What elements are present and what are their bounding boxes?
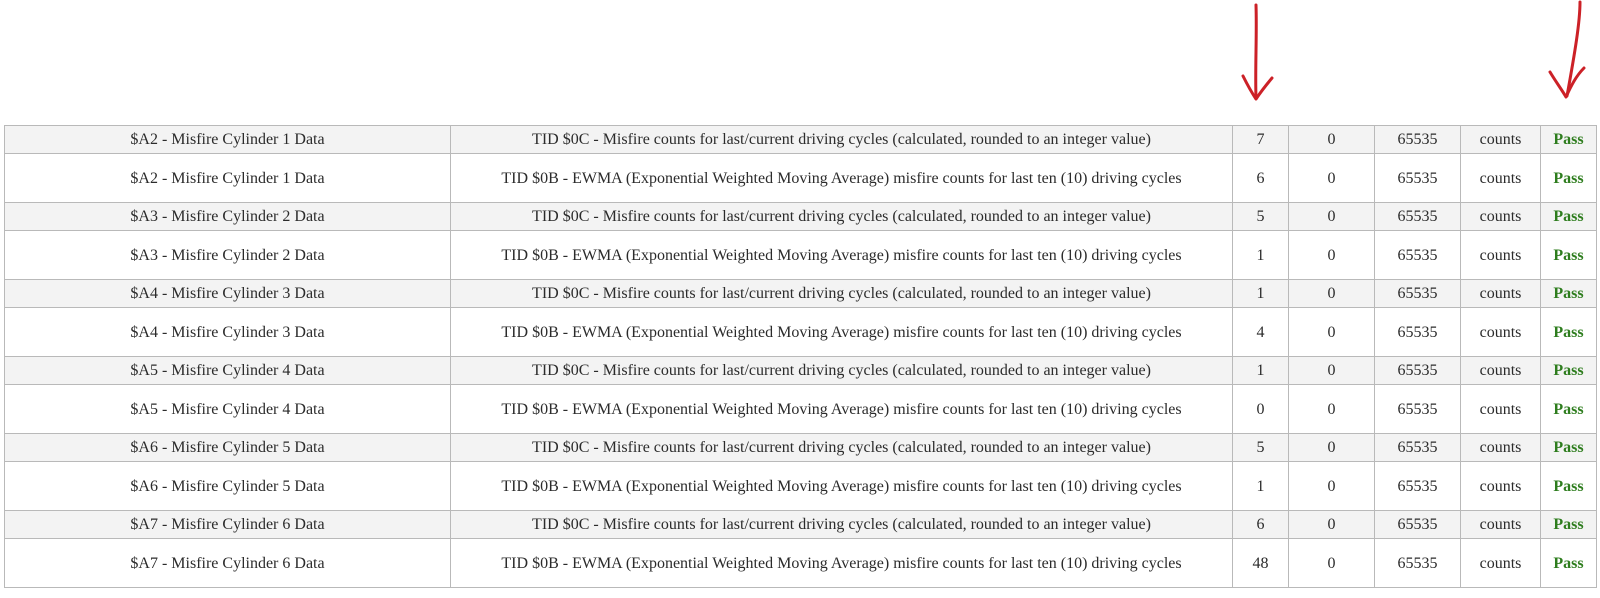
min-limit-cell: 0 <box>1289 357 1375 385</box>
result-status-cell: Pass <box>1541 357 1597 385</box>
table-row <box>5 308 1597 357</box>
max-limit-cell: 65535 <box>1375 357 1461 385</box>
test-value-cell: 1 <box>1233 357 1289 385</box>
table-row <box>5 126 1597 154</box>
test-value-cell: 1 <box>1233 462 1289 511</box>
test-value-cell: 1 <box>1233 231 1289 280</box>
monitor-id-cell: $A5 - Misfire Cylinder 4 Data <box>5 357 451 385</box>
result-status-cell: Pass <box>1541 308 1597 357</box>
monitor-id-cell: $A2 - Misfire Cylinder 1 Data <box>5 154 451 203</box>
table-row <box>5 280 1597 308</box>
test-value-cell: 5 <box>1233 203 1289 231</box>
max-limit-cell: 65535 <box>1375 231 1461 280</box>
table-row <box>5 154 1597 203</box>
min-limit-cell: 0 <box>1289 231 1375 280</box>
test-value-cell: 6 <box>1233 511 1289 539</box>
test-description-cell: TID $0C - Misfire counts for last/current driving cycles (calculated, rounded to an integer value) <box>451 280 1233 308</box>
unit-cell: counts <box>1461 539 1541 588</box>
monitor-id-cell: $A4 - Misfire Cylinder 3 Data <box>5 308 451 357</box>
unit-cell: counts <box>1461 280 1541 308</box>
table-row <box>5 434 1597 462</box>
test-description-cell: TID $0B - EWMA (Exponential Weighted Moving Average) misfire counts for last ten (10) driving cycles <box>451 462 1233 511</box>
test-description-cell: TID $0C - Misfire counts for last/current driving cycles (calculated, rounded to an integer value) <box>451 357 1233 385</box>
test-value-cell: 1 <box>1233 280 1289 308</box>
result-status-cell: Pass <box>1541 434 1597 462</box>
min-limit-cell: 0 <box>1289 462 1375 511</box>
min-limit-cell: 0 <box>1289 385 1375 434</box>
min-limit-cell: 0 <box>1289 539 1375 588</box>
monitor-id-cell: $A3 - Misfire Cylinder 2 Data <box>5 231 451 280</box>
unit-cell: counts <box>1461 154 1541 203</box>
max-limit-cell: 65535 <box>1375 126 1461 154</box>
test-value-cell: 4 <box>1233 308 1289 357</box>
test-value-cell: 0 <box>1233 385 1289 434</box>
result-status-cell: Pass <box>1541 231 1597 280</box>
test-description-cell: TID $0B - EWMA (Exponential Weighted Moving Average) misfire counts for last ten (10) driving cycles <box>451 154 1233 203</box>
result-status-cell: Pass <box>1541 154 1597 203</box>
monitor-id-cell: $A5 - Misfire Cylinder 4 Data <box>5 385 451 434</box>
unit-cell: counts <box>1461 231 1541 280</box>
max-limit-cell: 65535 <box>1375 385 1461 434</box>
test-description-cell: TID $0B - EWMA (Exponential Weighted Moving Average) misfire counts for last ten (10) driving cycles <box>451 385 1233 434</box>
max-limit-cell: 65535 <box>1375 462 1461 511</box>
min-limit-cell: 0 <box>1289 511 1375 539</box>
result-status-cell: Pass <box>1541 203 1597 231</box>
test-description-cell: TID $0B - EWMA (Exponential Weighted Moving Average) misfire counts for last ten (10) driving cycles <box>451 308 1233 357</box>
max-limit-cell: 65535 <box>1375 203 1461 231</box>
min-limit-cell: 0 <box>1289 434 1375 462</box>
result-status-cell: Pass <box>1541 539 1597 588</box>
unit-cell: counts <box>1461 511 1541 539</box>
table-row <box>5 203 1597 231</box>
monitor-id-cell: $A2 - Misfire Cylinder 1 Data <box>5 126 451 154</box>
table-row <box>5 231 1597 280</box>
result-status-cell: Pass <box>1541 462 1597 511</box>
min-limit-cell: 0 <box>1289 203 1375 231</box>
test-value-cell: 7 <box>1233 126 1289 154</box>
max-limit-cell: 65535 <box>1375 511 1461 539</box>
result-status-cell: Pass <box>1541 126 1597 154</box>
unit-cell: counts <box>1461 385 1541 434</box>
red-arrow <box>1243 5 1272 99</box>
result-status-cell: Pass <box>1541 511 1597 539</box>
test-value-cell: 48 <box>1233 539 1289 588</box>
test-description-cell: TID $0B - EWMA (Exponential Weighted Moving Average) misfire counts for last ten (10) driving cycles <box>451 539 1233 588</box>
unit-cell: counts <box>1461 308 1541 357</box>
unit-cell: counts <box>1461 357 1541 385</box>
monitor-id-cell: $A3 - Misfire Cylinder 2 Data <box>5 203 451 231</box>
result-status-cell: Pass <box>1541 280 1597 308</box>
annotation-arrows <box>0 0 1600 110</box>
min-limit-cell: 0 <box>1289 126 1375 154</box>
table-row <box>5 511 1597 539</box>
table-row <box>5 357 1597 385</box>
monitor-id-cell: $A7 - Misfire Cylinder 6 Data <box>5 511 451 539</box>
test-description-cell: TID $0C - Misfire counts for last/current driving cycles (calculated, rounded to an integer value) <box>451 511 1233 539</box>
monitor-id-cell: $A6 - Misfire Cylinder 5 Data <box>5 434 451 462</box>
monitor-id-cell: $A4 - Misfire Cylinder 3 Data <box>5 280 451 308</box>
test-description-cell: TID $0C - Misfire counts for last/current driving cycles (calculated, rounded to an integer value) <box>451 434 1233 462</box>
max-limit-cell: 65535 <box>1375 154 1461 203</box>
table-row <box>5 539 1597 588</box>
max-limit-cell: 65535 <box>1375 308 1461 357</box>
unit-cell: counts <box>1461 462 1541 511</box>
table-row <box>5 385 1597 434</box>
min-limit-cell: 0 <box>1289 308 1375 357</box>
red-arrow <box>1550 2 1584 97</box>
unit-cell: counts <box>1461 434 1541 462</box>
max-limit-cell: 65535 <box>1375 539 1461 588</box>
max-limit-cell: 65535 <box>1375 434 1461 462</box>
min-limit-cell: 0 <box>1289 154 1375 203</box>
unit-cell: counts <box>1461 126 1541 154</box>
max-limit-cell: 65535 <box>1375 280 1461 308</box>
result-status-cell: Pass <box>1541 385 1597 434</box>
misfire-monitor-results-table <box>4 125 1597 588</box>
monitor-id-cell: $A6 - Misfire Cylinder 5 Data <box>5 462 451 511</box>
test-description-cell: TID $0C - Misfire counts for last/current driving cycles (calculated, rounded to an integer value) <box>451 126 1233 154</box>
test-value-cell: 5 <box>1233 434 1289 462</box>
min-limit-cell: 0 <box>1289 280 1375 308</box>
table-row <box>5 462 1597 511</box>
test-description-cell: TID $0C - Misfire counts for last/current driving cycles (calculated, rounded to an integer value) <box>451 203 1233 231</box>
monitor-id-cell: $A7 - Misfire Cylinder 6 Data <box>5 539 451 588</box>
test-value-cell: 6 <box>1233 154 1289 203</box>
test-description-cell: TID $0B - EWMA (Exponential Weighted Moving Average) misfire counts for last ten (10) driving cycles <box>451 231 1233 280</box>
unit-cell: counts <box>1461 203 1541 231</box>
